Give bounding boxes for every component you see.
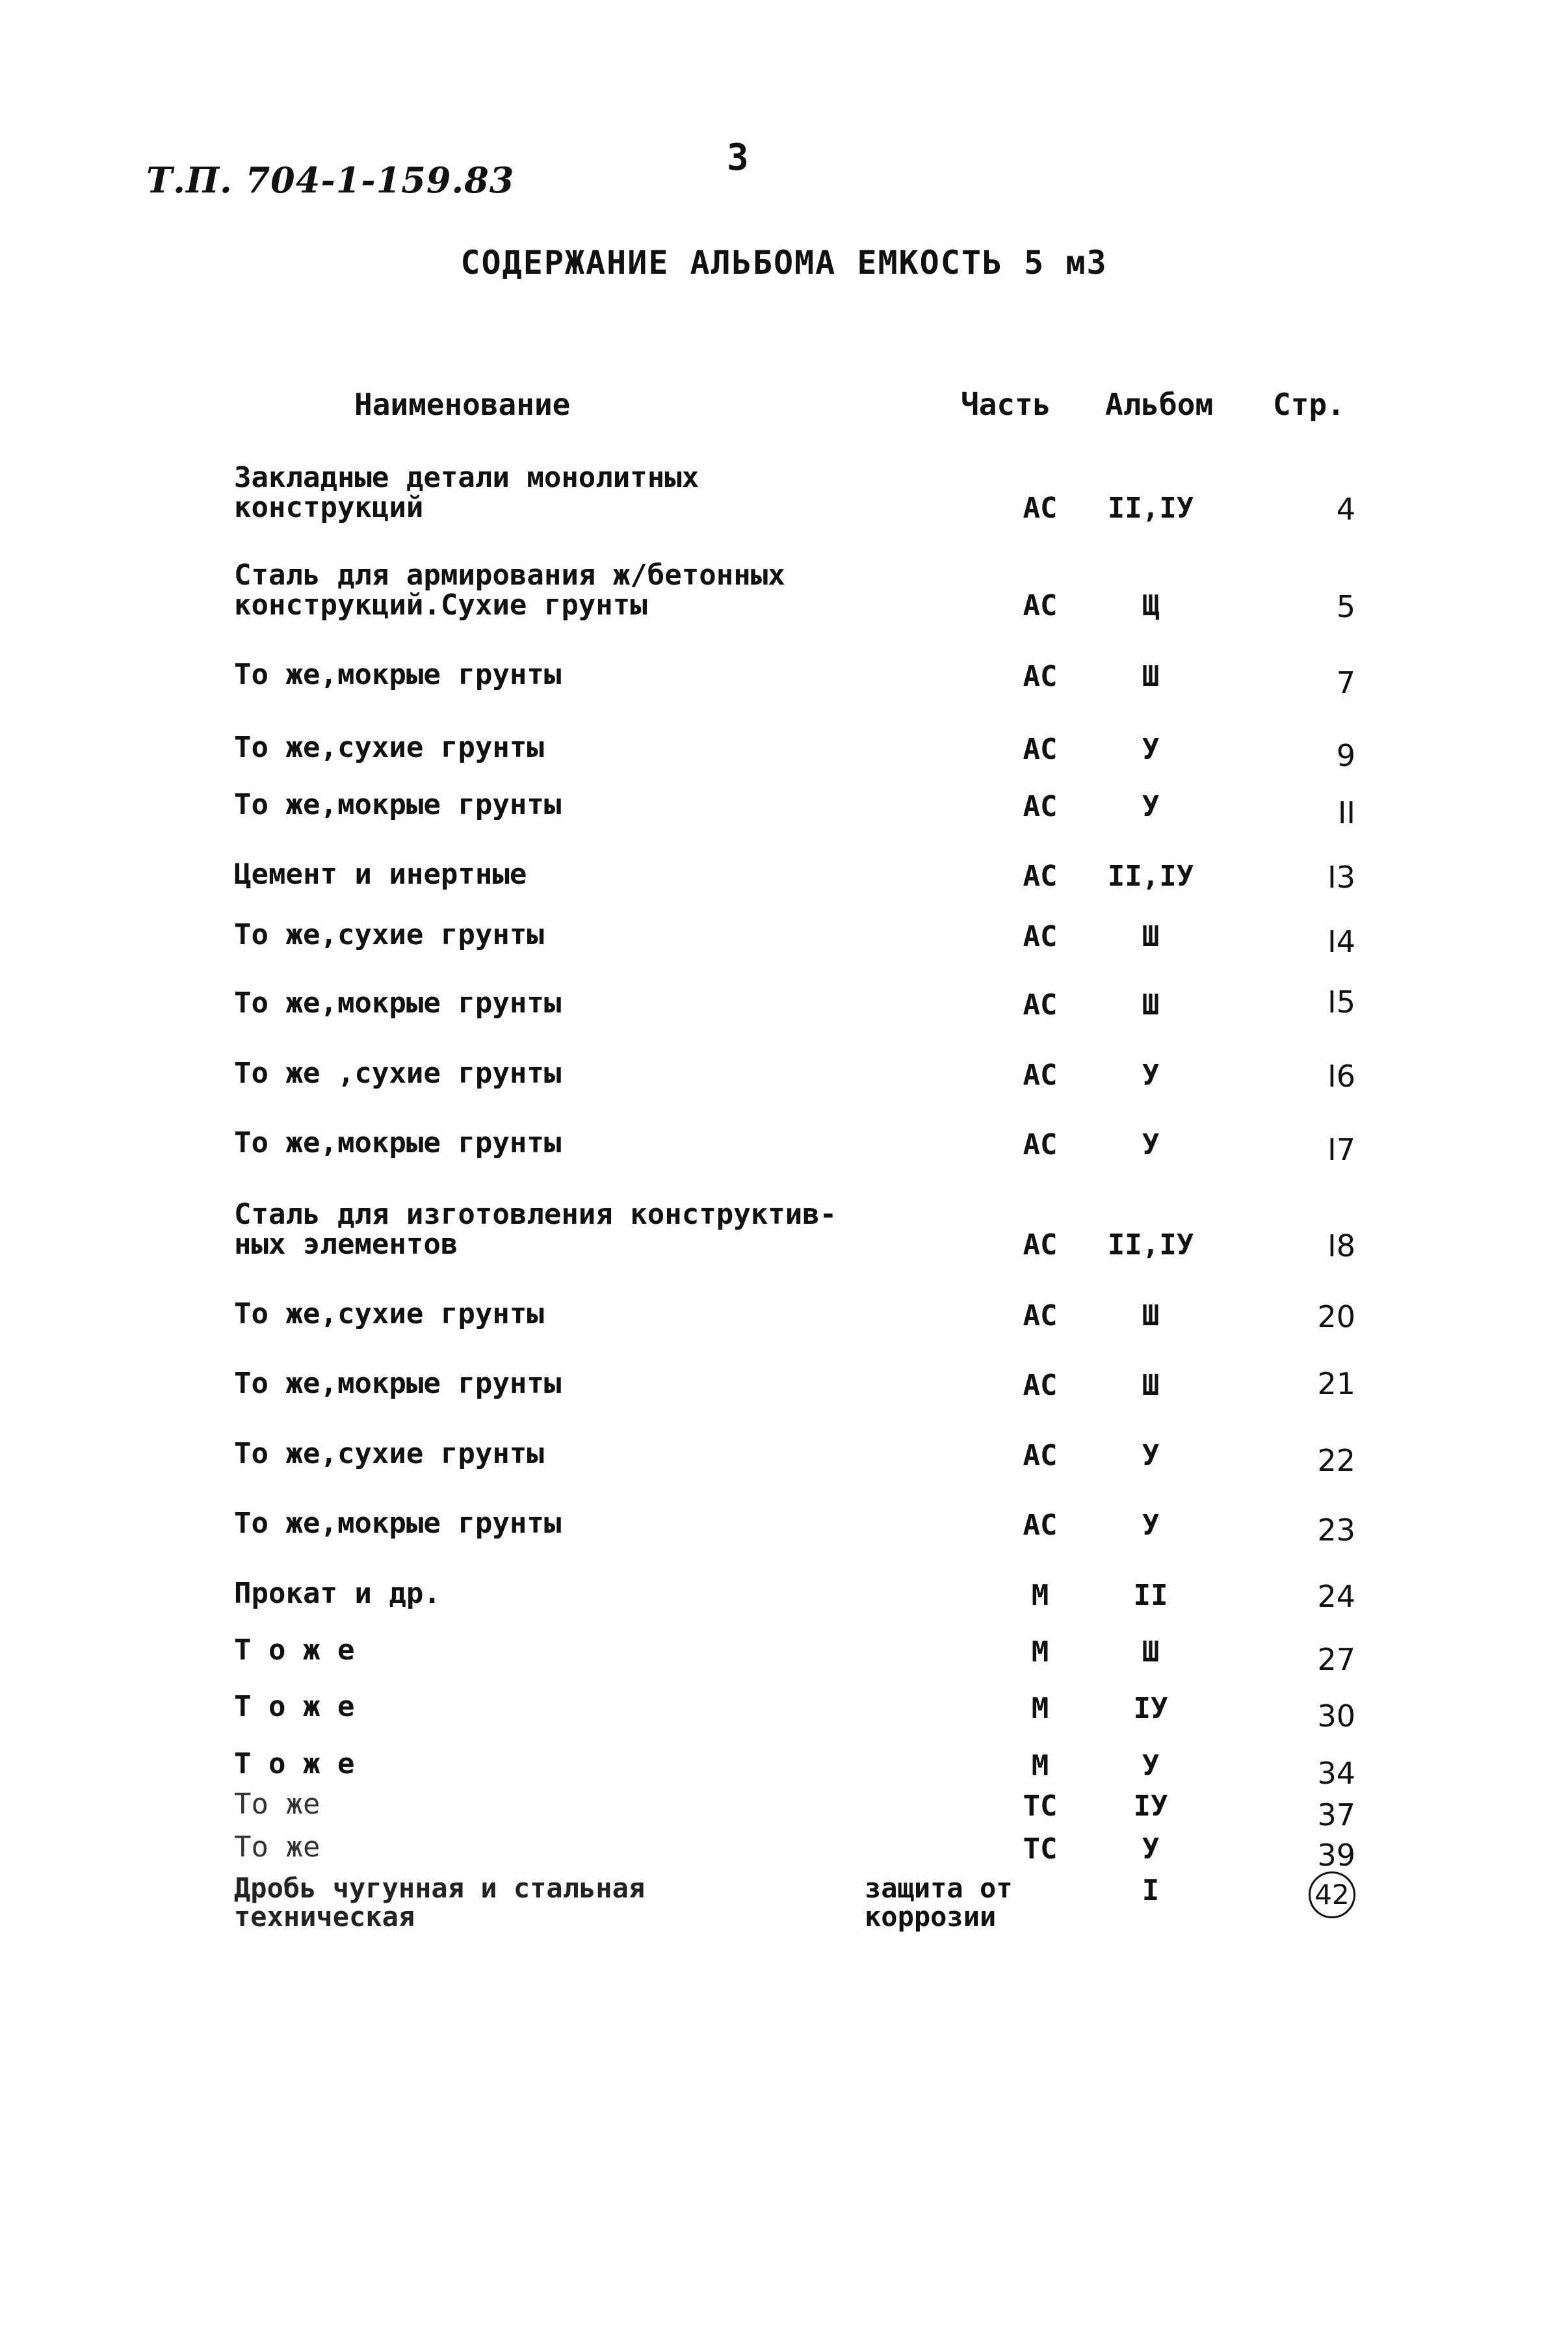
row-name: То же ,сухие грунты (234, 1057, 562, 1090)
row-page: 20 (1317, 1299, 1355, 1334)
row-page: 21 (1317, 1366, 1355, 1401)
row-name: Сталь для изготовления конструктив- ных элементов (234, 1198, 837, 1261)
row-part: ТС (1023, 1832, 1058, 1866)
row-part: АС (1023, 589, 1058, 622)
row-album: У (1142, 1439, 1160, 1472)
row-part: АС (1023, 1059, 1058, 1092)
row-album: У (1142, 1509, 1160, 1542)
row-name: То же,мокрые грунты (234, 1367, 562, 1400)
row-album: Ш (1142, 1369, 1160, 1402)
row-album: IУ (1133, 1692, 1168, 1725)
row-page: 22 (1317, 1443, 1355, 1478)
row-page: I5 (1327, 985, 1355, 1020)
column-header-album: Альбом (1105, 387, 1214, 422)
row-part: защита от коррозии (865, 1872, 1013, 1933)
row-part: АС (1023, 860, 1058, 893)
document-code: Т.П. 704-1-159.83 (146, 159, 515, 201)
row-page: 5 (1336, 589, 1355, 624)
row-page: 27 (1317, 1642, 1355, 1677)
row-part: АС (1023, 790, 1058, 823)
row-page: 23 (1317, 1513, 1355, 1548)
row-part: М (1031, 1579, 1049, 1612)
row-page: I7 (1327, 1132, 1355, 1167)
row-name: То же,сухие грунты (234, 1437, 544, 1470)
row-name: Дробь чугунная и стальная техническая (234, 1872, 646, 1933)
row-album: Ш (1142, 988, 1160, 1022)
row-page: 39 (1317, 1838, 1355, 1873)
row-name: То же,сухие грунты (234, 731, 544, 764)
row-part: АС (1023, 1439, 1058, 1472)
row-album: У (1142, 1059, 1160, 1092)
row-name: То же,мокрые грунты (234, 986, 562, 1020)
row-page: 30 (1317, 1698, 1355, 1734)
row-part: АС (1023, 733, 1058, 766)
row-name: Т о ж е (234, 1690, 355, 1723)
row-page: 37 (1317, 1797, 1355, 1832)
row-album: Ш (1142, 1299, 1160, 1332)
row-album: Ш (1142, 920, 1160, 953)
column-header-name: Наименование (354, 387, 571, 422)
column-header-part: Часть (961, 387, 1051, 422)
row-album: У (1142, 733, 1160, 766)
row-album: I (1142, 1874, 1160, 1907)
row-name: Т о ж е (234, 1747, 355, 1780)
row-album: Ш (1142, 1635, 1160, 1669)
row-name: То же (234, 1830, 320, 1864)
row-album: Ш (1142, 660, 1160, 693)
row-part: АС (1023, 1299, 1058, 1332)
row-page: 7 (1336, 665, 1355, 700)
row-name: То же (234, 1788, 320, 1821)
row-album: II,IУ (1107, 860, 1194, 893)
row-part: АС (1023, 1369, 1058, 1402)
row-page: 4 (1336, 492, 1355, 527)
row-name: Прокат и др. (234, 1577, 441, 1610)
row-page: 9 (1336, 738, 1355, 773)
row-page: 34 (1317, 1756, 1355, 1791)
circled-page-number: 42 (1309, 1871, 1355, 1918)
row-name: То же,сухие грунты (234, 1297, 544, 1330)
row-part: АС (1023, 920, 1058, 953)
row-name: То же,сухие грунты (234, 918, 544, 951)
row-name: Закладные детали монолитных конструкций (234, 461, 699, 524)
row-name: Т о ж е (234, 1633, 355, 1667)
row-page: I8 (1327, 1228, 1355, 1263)
row-part: АС (1023, 1128, 1058, 1161)
row-album: IУ (1133, 1790, 1168, 1823)
row-name: То же,мокрые грунты (234, 658, 562, 691)
row-page: 24 (1317, 1579, 1355, 1614)
row-part: М (1031, 1635, 1049, 1669)
page-title: СОДЕРЖАНИЕ АЛЬБОМА ЕМКОСТЬ 5 м3 (460, 244, 1108, 282)
row-album: У (1142, 1832, 1160, 1866)
row-part: ТС (1023, 1790, 1058, 1823)
row-album: II,IУ (1107, 492, 1194, 525)
row-name: Сталь для армирования ж/бетонных конструкций.Сухие грунты (234, 559, 785, 622)
row-page: I3 (1327, 860, 1355, 895)
row-album: У (1142, 790, 1160, 823)
row-page: I6 (1327, 1059, 1355, 1094)
page-number: 3 (727, 137, 749, 179)
row-album: II (1133, 1579, 1168, 1612)
row-album: Щ (1142, 589, 1160, 622)
row-page: I4 (1327, 924, 1355, 959)
row-album: У (1142, 1128, 1160, 1161)
row-page: II (1337, 795, 1355, 830)
row-name: То же,мокрые грунты (234, 788, 562, 821)
row-part: АС (1023, 1228, 1058, 1262)
row-part: АС (1023, 1509, 1058, 1542)
row-part: АС (1023, 988, 1058, 1022)
row-name: То же,мокрые грунты (234, 1507, 562, 1540)
row-name: То же,мокрые грунты (234, 1126, 562, 1159)
row-album: II,IУ (1107, 1228, 1194, 1262)
row-page (1277, 1871, 1355, 1918)
row-name: Цемент и инертные (234, 858, 527, 891)
row-part: АС (1023, 660, 1058, 693)
row-part: М (1031, 1749, 1049, 1782)
row-part: АС (1023, 492, 1058, 525)
row-album: У (1142, 1749, 1160, 1782)
column-header-page: Стр. (1273, 387, 1345, 422)
row-part: М (1031, 1692, 1049, 1725)
